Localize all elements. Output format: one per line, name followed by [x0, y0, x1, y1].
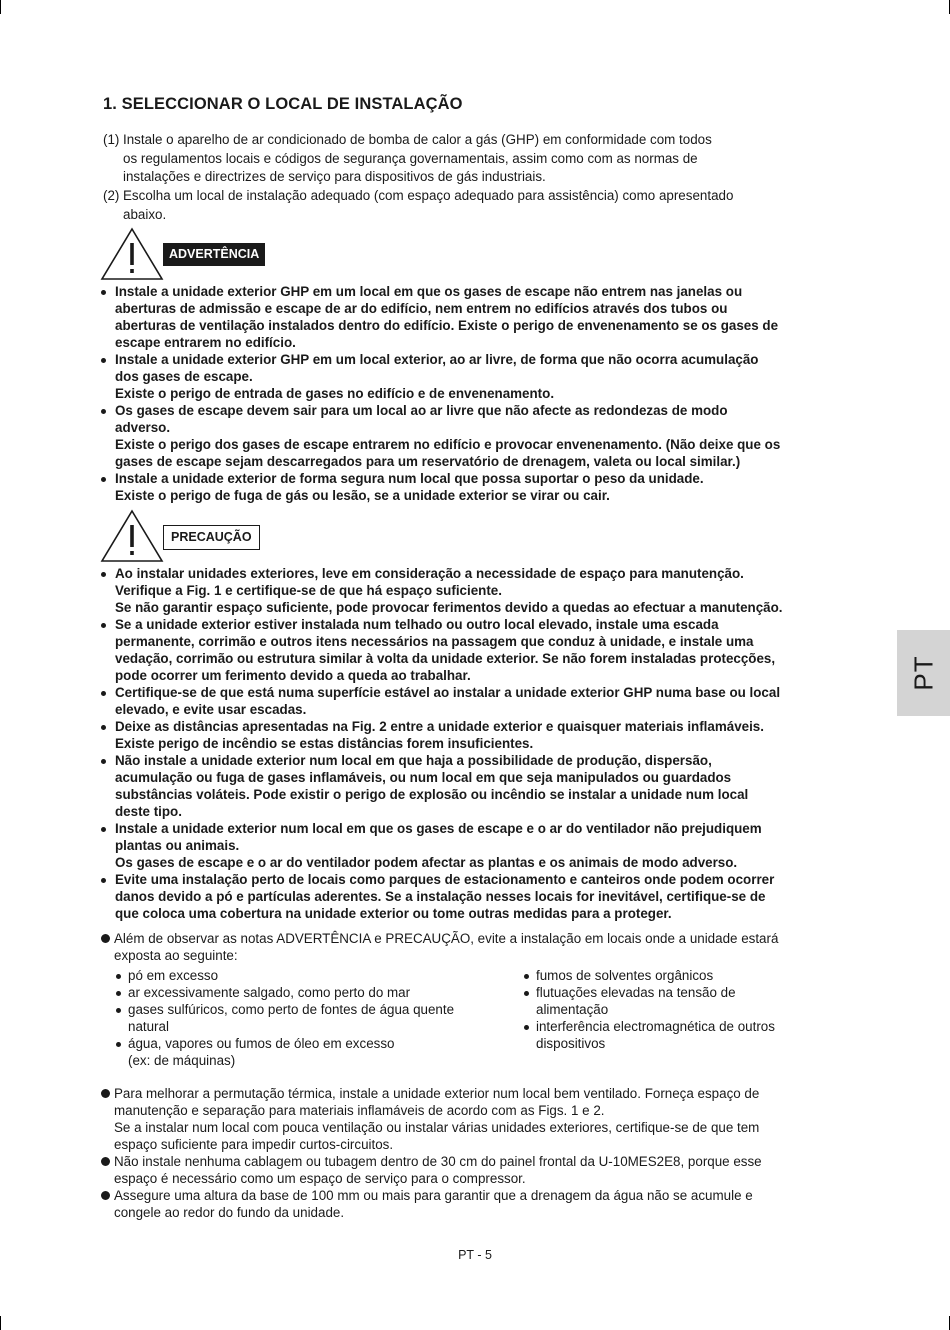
caution-list [100, 565, 852, 922]
item-line: Os gases de escape e o ar do ventilador podem afectar as plantas e os animais de modo adverso. [115, 855, 738, 870]
section-title: 1. SELECCIONAR O LOCAL DE INSTALAÇÃO [103, 95, 463, 113]
list-item [101, 1153, 853, 1187]
list-item [114, 984, 514, 1001]
avoid-list-left [114, 967, 514, 1069]
item-line: danos devido a pó e partículas aderentes. Se a instalação nesses locais for inevitável, certifique-se de [115, 889, 766, 904]
item-line: acumulação ou fuga de gases inflamáveis, ou num local em que seja manipulados ou guardados [115, 770, 732, 785]
item-line: permanente, corrimão e outros itens necessários na passagem que conduz à unidade, e instale uma [115, 634, 754, 649]
list-item [100, 752, 852, 820]
caution-badge: PRECAUÇÃO [163, 525, 260, 550]
item-line: alimentação [536, 1002, 609, 1017]
item-line: aberturas de ventilação instalados dentro do edifício. Existe o perigo de envenenamento se os gases de [115, 318, 779, 333]
avoid-intro [101, 930, 853, 964]
list-item [101, 1187, 853, 1221]
item-line: espaço suficiente para impedir curtos-circuitos. [114, 1137, 394, 1152]
crop-mark [0, 0, 1, 14]
item-line: pode ocorrer um ferimento devido a queda ao trabalhar. [115, 668, 471, 683]
list-item [100, 351, 852, 402]
item-line: adverso. [115, 420, 171, 435]
item-line: vedação, corrimão ou estrutura similar à volta da unidade exterior. Se não forem instaladas protecções, [115, 651, 776, 666]
item-line: substâncias voláteis. Pode existir o perigo de explosão ou incêndio se instalar a unidade num local [115, 787, 749, 802]
list-item [100, 820, 852, 871]
list-item [522, 1018, 842, 1052]
item-line: natural [128, 1019, 169, 1034]
intro-line: Instale o aparelho de ar condicionado de bomba de calor a gás (GHP) em conformidade com todos [123, 132, 712, 147]
item-line: interferência electromagnética de outros [536, 1019, 775, 1034]
intro-line: os regulamentos locais e códigos de segurança governamentais, assim como com as normas de [123, 150, 698, 166]
list-item [100, 684, 852, 718]
item-line: Instale a unidade exterior num local em que os gases de escape e o ar do ventilador não prejudiquem [115, 821, 762, 836]
language-tab [897, 630, 950, 716]
warning-header [100, 227, 300, 279]
list-item [100, 283, 852, 351]
item-line: Se não garantir espaço suficiente, pode provocar ferimentos devido a quedas ao efectuar a manutenção. [115, 600, 783, 615]
item-line: Ao instalar unidades exteriores, leve em consideração a necessidade de espaço para manutenção. [115, 566, 744, 581]
item-line: Instale a unidade exterior GHP em um local em que os gases de escape não entrem nas janelas ou [115, 284, 743, 299]
item-line: Existe o perigo de entrada de gases no edifício e de envenenamento. [115, 386, 555, 401]
item-line: pó em excesso [128, 968, 219, 983]
item-line: Não instale nenhuma cablagem ou tubagem dentro de 30 cm do painel frontal da U-10MES2E8, porque esse [114, 1154, 762, 1169]
item-line: gases de escape sejam descarregados para um reservatório de drenagem, valeta ou local similar.) [115, 454, 741, 469]
item-line: Instale a unidade exterior de forma segura num local que possa suportar o peso da unidade. [115, 471, 704, 486]
list-item [100, 402, 852, 470]
item-line: espaço é necessário como um espaço de serviço para o compressor. [114, 1171, 526, 1186]
list-item [522, 984, 842, 1018]
intro-label: (2) [103, 188, 120, 203]
item-line: Instale a unidade exterior GHP em um local exterior, ao ar livre, de forma que não ocorra acumulação [115, 352, 759, 367]
item-line: dispositivos [536, 1036, 606, 1051]
caution-triangle-icon [100, 509, 164, 563]
list-item [100, 871, 852, 922]
item-line: congele ao redor do fundo da unidade. [114, 1205, 345, 1220]
item-line: Existe perigo de incêndio se estas distâncias forem insuficientes. [115, 736, 534, 751]
list-item [522, 967, 842, 984]
item-line: flutuações elevadas na tensão de [536, 985, 736, 1000]
list-item [114, 1001, 514, 1035]
item-line: elevado, e evite usar escadas. [115, 702, 307, 717]
list-item [114, 1035, 514, 1069]
list-item [100, 718, 852, 752]
item-line: exposta ao seguinte: [114, 948, 238, 963]
item-line: plantas ou animais. [115, 838, 240, 853]
item-line: Se a instalar num local com pouca ventilação ou instalar várias unidades exteriores, certifique-se de que tem [114, 1120, 760, 1135]
item-line: Assegure uma altura da base de 100 mm ou mais para garantir que a drenagem da água não se acumule e [114, 1188, 753, 1203]
intro-item-2 [103, 187, 863, 224]
item-line: Verifique a Fig. 1 e certifique-se de que há espaço suficiente. [115, 583, 502, 598]
avoid-list-right [522, 967, 842, 1052]
item-line: Existe o perigo dos gases de escape entrarem no edifício e provocar envenenamento. (Não deixe que os [115, 437, 781, 452]
list-item [100, 470, 852, 504]
item-line: Existe o perigo de fuga de gás ou lesão, se a unidade exterior se virar ou cair. [115, 488, 610, 503]
warning-triangle-icon [100, 227, 164, 281]
item-line: dos gases de escape. [115, 369, 253, 384]
crop-mark [0, 1316, 1, 1330]
list-item [101, 930, 853, 964]
item-line: gases sulfúricos, como perto de fontes de água quente [128, 1002, 455, 1017]
item-line: ar excessivamente salgado, como perto do mar [128, 985, 411, 1000]
language-tab-label: PT [908, 655, 938, 691]
item-line: Certifique-se de que está numa superfície estável ao instalar a unidade exterior GHP numa base ou local [115, 685, 781, 700]
intro-line: abaixo. [123, 206, 167, 222]
item-line: Os gases de escape devem sair para um local ao ar livre que não afecte as redondezas de modo [115, 403, 728, 418]
warning-badge: ADVERTÊNCIA [163, 243, 265, 266]
intro-item-1 [103, 131, 863, 187]
item-line: água, vapores ou fumos de óleo em excesso [128, 1036, 395, 1051]
item-line: Deixe as distâncias apresentadas na Fig. 2 entre a unidade exterior e quaisquer materiais inflamáveis. [115, 719, 764, 734]
intro-line: Escolha um local de instalação adequado (com espaço adequado para assistência) como apresentado [123, 188, 734, 203]
item-line: Além de observar as notas ADVERTÊNCIA e PRECAUÇÃO, evite a instalação em locais onde a unidade estará [114, 931, 779, 946]
item-line: (ex: de máquinas) [128, 1053, 236, 1068]
intro-label: (1) [103, 132, 120, 147]
item-line: manutenção e separação para materiais inflamáveis de acordo com as Figs. 1 e 2. [114, 1103, 605, 1118]
warning-list [100, 283, 852, 504]
item-line: que coloca uma cobertura na unidade exterior ou tome outras medidas para a proteger. [115, 906, 672, 921]
item-line: escape entrarem no edifício. [115, 335, 296, 350]
list-item [100, 616, 852, 684]
item-line: Evite uma instalação perto de locais como parques de estacionamento e canteiros onde podem ocorrer [115, 872, 775, 887]
item-line: fumos de solventes orgânicos [536, 968, 714, 983]
page-number: PT - 5 [458, 1248, 492, 1262]
item-line: Não instale a unidade exterior num local em que haja a possibilidade de produção, dispersão, [115, 753, 712, 768]
item-line: aberturas de admissão e escape de ar do edifício, nem entrem no edifícios através dos tubos ou [115, 301, 728, 316]
item-line: Para melhorar a permutação térmica, instale a unidade exterior num local bem ventilado. Forneça espaço de [114, 1086, 760, 1101]
item-line: deste tipo. [115, 804, 182, 819]
intro-line: instalações e directrizes de serviço para dispositivos de gás industriais. [123, 169, 546, 185]
list-item [100, 565, 852, 616]
notes-list [101, 1085, 853, 1221]
list-item [101, 1085, 853, 1153]
caution-header [100, 509, 300, 561]
list-item [114, 967, 514, 984]
item-line: Se a unidade exterior estiver instalada num telhado ou outro local elevado, instale uma escada [115, 617, 719, 632]
